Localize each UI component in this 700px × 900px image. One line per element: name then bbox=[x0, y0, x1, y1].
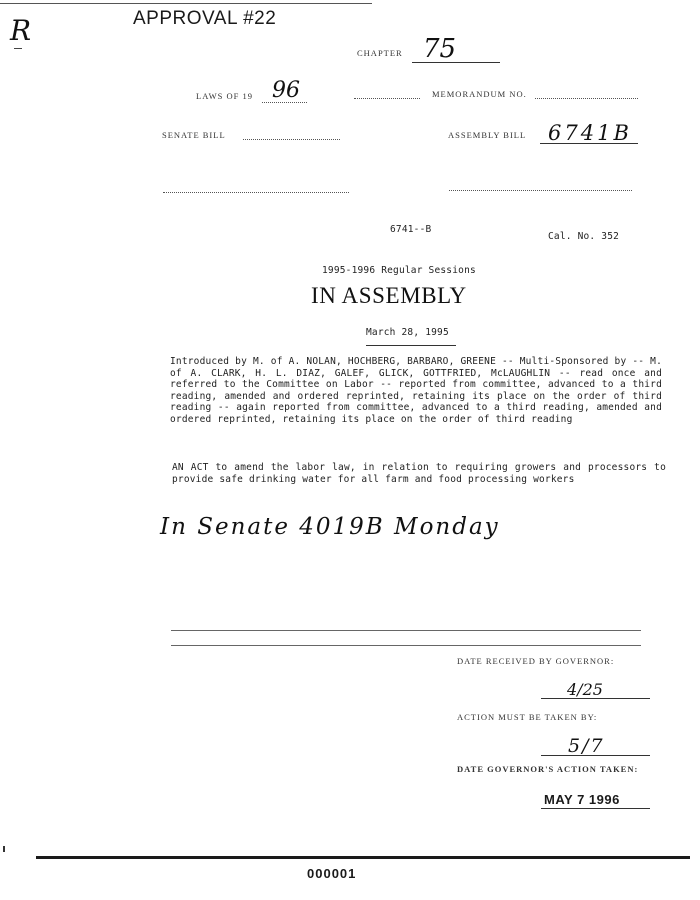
calendar-number: Cal. No. 352 bbox=[548, 231, 620, 242]
page-number: 000001 bbox=[307, 866, 357, 881]
approval-title: APPROVAL #22 bbox=[133, 8, 277, 29]
memo-label: MEMORANDUM NO. bbox=[432, 89, 527, 99]
chapter-value: 75 bbox=[423, 34, 457, 64]
received-label: DATE RECEIVED BY GOVERNOR: bbox=[457, 656, 615, 666]
senate-label: SENATE BILL bbox=[162, 130, 226, 140]
session: 1995-1996 Regular Sessions bbox=[322, 265, 476, 276]
laws-line bbox=[262, 102, 307, 103]
governor-rule-1 bbox=[171, 630, 641, 631]
handwritten-note: In Senate 4019B Monday bbox=[160, 514, 500, 540]
laws-label: LAWS OF 19 bbox=[196, 91, 254, 101]
received-value: 4/25 bbox=[567, 680, 603, 699]
action-taken-stamp: MAY 7 1996 bbox=[544, 792, 620, 807]
assembly-value: 6741B bbox=[548, 121, 632, 145]
action-by-label: ACTION MUST BE TAKEN BY: bbox=[457, 712, 598, 722]
chapter-label: CHAPTER bbox=[357, 48, 403, 58]
act-paragraph: AN ACT to amend the labor law, in relation to requiring growers and processors to provide safe drinking water for all farm and food processing workers bbox=[172, 462, 666, 485]
bill-number: 6741--B bbox=[390, 224, 432, 235]
action-taken-label: DATE GOVERNOR'S ACTION TAKEN: bbox=[457, 764, 639, 774]
blank-line-right bbox=[449, 190, 632, 191]
governor-rule-2 bbox=[171, 645, 641, 646]
house-heading: IN ASSEMBLY bbox=[311, 283, 467, 308]
action-taken-line bbox=[541, 808, 650, 809]
date-rule bbox=[366, 345, 456, 346]
received-line bbox=[541, 698, 650, 699]
introduced-paragraph: Introduced by M. of A. NOLAN, HOCHBERG, BARBARO, GREENE -- Multi-Sponsored by -- M. of A. CLARK, H. L. DIAZ, GALEF, GLICK, GOTTFRIED, McLAUGHLIN -- read once and referred to the Committee on Labor -- reported from committee, advanced to a third reading, amended and ordered reprinted, retaining its place on the order of third reading -- again reported from committee, advanced to a third reading, amended and ordered reprinted, retaining its place on the order of third reading bbox=[170, 356, 662, 425]
introduction-date: March 28, 1995 bbox=[366, 327, 449, 338]
blank-line-left bbox=[163, 192, 349, 193]
assembly-label: ASSEMBLY BILL bbox=[448, 130, 527, 140]
assembly-line bbox=[540, 143, 638, 144]
margin-mark: R bbox=[10, 14, 32, 47]
top-rule bbox=[0, 3, 372, 4]
laws-gap-line bbox=[354, 98, 420, 99]
senate-line bbox=[243, 139, 340, 140]
laws-value: 96 bbox=[272, 78, 300, 103]
action-by-value: 5/7 bbox=[568, 735, 605, 757]
action-by-line bbox=[541, 755, 650, 756]
memo-line bbox=[535, 98, 638, 99]
bottom-bar bbox=[36, 856, 690, 859]
margin-dash bbox=[14, 48, 22, 49]
chapter-line bbox=[412, 62, 500, 63]
edge-tick bbox=[3, 846, 5, 852]
